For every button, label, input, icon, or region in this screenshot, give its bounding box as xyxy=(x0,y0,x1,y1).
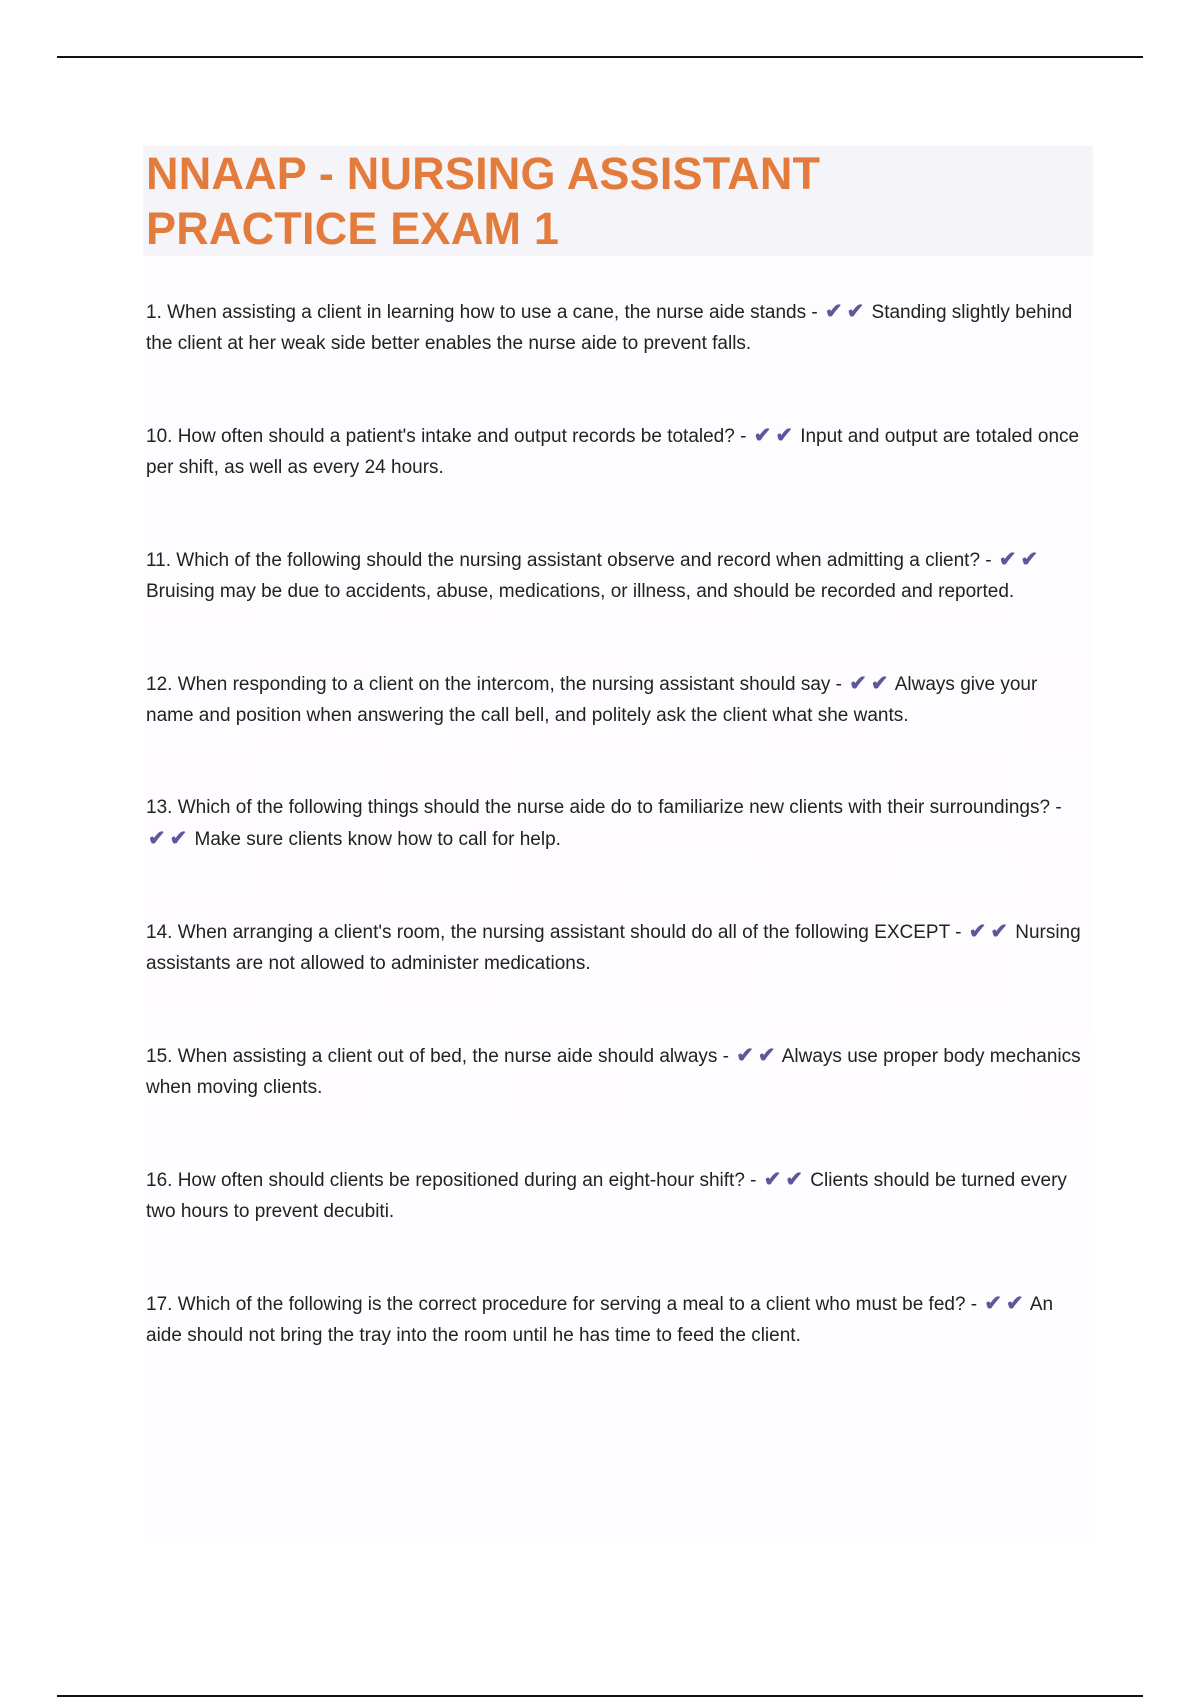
title-line-1: NNAAP - NURSING ASSISTANT xyxy=(146,148,821,199)
qa-list xyxy=(143,296,1093,1351)
document-title xyxy=(146,146,1093,256)
qa-item xyxy=(143,420,1086,483)
answer-text: Nursing assistants are not allowed to administer medications. xyxy=(146,922,1081,974)
checkmark-icon: ✔ xyxy=(968,920,987,943)
question-text: 16. How often should clients be repositioned during an eight-hour shift? - xyxy=(146,1170,757,1191)
answer-text: Bruising may be due to accidents, abuse, medications, or illness, and should be recorded and reported. xyxy=(146,581,1015,602)
checkmark-icon: ✔ xyxy=(998,548,1017,571)
question-text: 10. How often should a patient's intake and output records be totaled? - xyxy=(146,426,747,447)
checkmark-icon: ✔ xyxy=(870,672,889,695)
answer-text: Clients should be turned every two hours to prevent decubiti. xyxy=(146,1170,1067,1222)
checkmark-icon: ✔ xyxy=(753,424,772,447)
question-text: 15. When assisting a client out of bed, the nurse aide should always - xyxy=(146,1046,730,1067)
checkmark-icon: ✔ xyxy=(763,1168,782,1191)
qa-item xyxy=(143,296,1086,359)
checkmark-icon: ✔ xyxy=(148,827,166,850)
top-rule xyxy=(57,56,1143,58)
checkmark-icon: ✔ xyxy=(984,1292,1003,1315)
checkmark-icon: ✔ xyxy=(1006,1292,1024,1315)
document-page xyxy=(143,146,1093,1546)
answer-text: Input and output are totaled once per shift, as well as every 24 hours. xyxy=(146,426,1080,478)
answer-text: Always give your name and position when answering the call bell, and politely ask the client what she wants. xyxy=(146,674,1038,726)
checkmark-icon: ✔ xyxy=(169,827,188,850)
bottom-rule xyxy=(57,1695,1143,1697)
answer-text: Standing slightly behind the client at her weak side better enables the nurse aide to prevent falls. xyxy=(146,302,1073,354)
qa-item xyxy=(143,916,1086,979)
answer-text: Always use proper body mechanics when moving clients. xyxy=(146,1046,1081,1098)
checkmark-icon: ✔ xyxy=(736,1044,754,1067)
question-text: 1. When assisting a client in learning how to use a cane, the nurse aide stands - xyxy=(146,302,818,323)
checkmark-icon: ✔ xyxy=(849,672,867,695)
qa-item xyxy=(143,1040,1086,1103)
question-text: 17. Which of the following is the correct procedure for serving a meal to a client who must be fed? - xyxy=(146,1294,978,1315)
checkmark-icon: ✔ xyxy=(1020,548,1039,571)
answer-text: An aide should not bring the tray into the room until he has time to feed the client. xyxy=(146,1294,1054,1346)
question-text: 14. When arranging a client's room, the nursing assistant should do all of the following EXCEPT - xyxy=(146,922,962,943)
qa-item xyxy=(143,544,1086,607)
question-text: 13. Which of the following things should the nurse aide do to familiarize new clients with their surroundings? - xyxy=(146,797,1062,818)
qa-item xyxy=(143,1164,1086,1227)
answer-text: Make sure clients know how to call for help. xyxy=(194,829,561,850)
qa-item xyxy=(143,792,1086,855)
qa-item xyxy=(143,668,1086,731)
title-line-2: PRACTICE EXAM 1 xyxy=(146,203,560,254)
checkmark-icon: ✔ xyxy=(775,424,793,447)
checkmark-icon: ✔ xyxy=(846,300,865,323)
checkmark-icon: ✔ xyxy=(785,1168,803,1191)
checkmark-icon: ✔ xyxy=(990,920,1008,943)
question-text: 12. When responding to a client on the intercom, the nursing assistant should say - xyxy=(146,674,843,695)
question-text: 11. Which of the following should the nursing assistant observe and record when admitting a client? - xyxy=(146,550,992,571)
checkmark-icon: ✔ xyxy=(825,300,843,323)
qa-item xyxy=(143,1288,1086,1351)
title-block xyxy=(143,146,1093,256)
checkmark-icon: ✔ xyxy=(757,1044,776,1067)
